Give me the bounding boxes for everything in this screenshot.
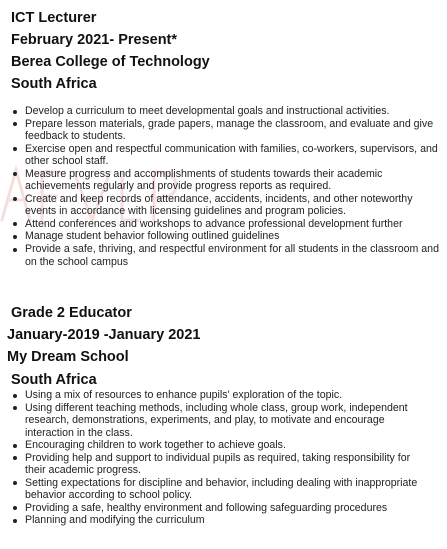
job1-dates: February 2021- Present*	[11, 32, 178, 48]
job2-title: Grade 2 Educator	[11, 305, 132, 321]
list-item: Setting expectations for discipline and behavior, including dealing with inappropriate behavior according to school policy.	[10, 477, 430, 502]
job1-duties-list	[10, 105, 440, 268]
list-item: Develop a curriculum to meet developmental goals and instructional activities.	[10, 105, 440, 118]
list-item: Encouraging children to work together to achieve goals.	[10, 439, 430, 452]
job1-country: South Africa	[11, 76, 97, 92]
list-item: Using different teaching methods, including whole class, group work, independent research, demonstrations, experiments, and play, to motivate and encourage interaction in the class.	[10, 402, 430, 440]
list-item: Providing a safe, healthy environment and following safeguarding procedures	[10, 502, 430, 515]
list-item: Attend conferences and workshops to advance professional development further	[10, 218, 440, 231]
list-item: Manage student behavior following outlined guidelines	[10, 230, 440, 243]
job2-employer: My Dream School	[7, 349, 129, 365]
job2-dates: January-2019 -January 2021	[7, 327, 201, 343]
list-item: Using a mix of resources to enhance pupils' exploration of the topic.	[10, 389, 430, 402]
job2-country: South Africa	[11, 372, 97, 388]
list-item: Exercise open and respectful communication with families, co-workers, supervisors, and other school staff.	[10, 143, 440, 168]
list-item: Prepare lesson materials, grade papers, manage the classroom, and evaluate and give feedback to students.	[10, 118, 440, 143]
list-item: Measure progress and accomplishments of students towards their academic achievements regularly and provide progress reports as required.	[10, 168, 440, 193]
list-item: Planning and modifying the curriculum	[10, 514, 430, 527]
job1-title: ICT Lecturer	[11, 10, 97, 26]
list-item: Create and keep records of attendance, accidents, incidents, and other noteworthy events in accordance with licensing guidelines and program policies.	[10, 193, 440, 218]
list-item: Provide a safe, thriving, and respectful environment for all students in the classroom and on the school campus	[10, 243, 440, 268]
list-item: Providing help and support to individual pupils as required, taking responsibility for their academic progress.	[10, 452, 430, 477]
job2-duties-list	[10, 389, 430, 527]
job1-employer: Berea College of Technology	[11, 54, 210, 70]
